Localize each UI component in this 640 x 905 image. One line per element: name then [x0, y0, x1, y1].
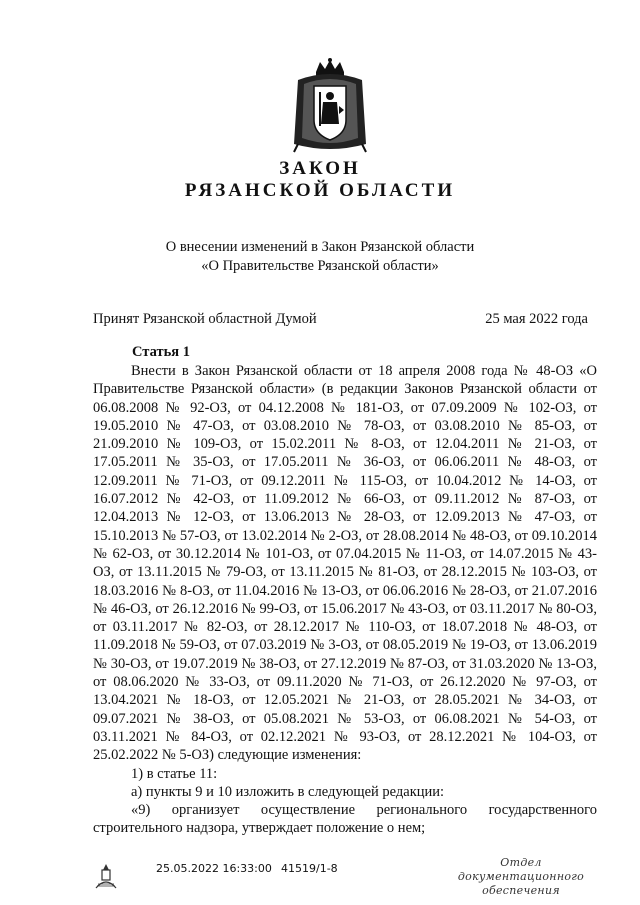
ryazan-coat-of-arms-icon: [290, 58, 370, 156]
article-paragraph: а) пункты 9 и 10 изложить в следующей редакции:: [131, 783, 445, 800]
subtitle-line-1: О внесении изменений в Закон Рязанской области: [165, 239, 475, 255]
law-region-title: РЯЗАНСКОЙ ОБЛАСТИ: [184, 180, 456, 201]
law-title: ЗАКОН: [279, 158, 361, 179]
footer-timestamp: 25.05.2022 16:33:00: [156, 862, 272, 875]
adopted-by: Принят Рязанской областной Думой: [93, 311, 317, 327]
duma-logo-icon: [93, 862, 119, 890]
law-subtitle: [0, 238, 640, 276]
footer-doc-code: 41519/1-8: [281, 862, 338, 875]
article-body: [93, 362, 597, 838]
department-stamp: [446, 856, 596, 898]
adopted-date: 25 мая 2022 года: [485, 311, 588, 327]
article-paragraph: «9) организует осуществление регионального государственного строительного надзора, утверждает положение о нем;: [93, 802, 597, 837]
article-paragraph: 1) в статье 11:: [131, 765, 218, 782]
stamp-line-2: обеспечения: [482, 884, 560, 897]
article-title: Статья 1: [132, 344, 190, 360]
stamp-line-1: Отдел документационного: [457, 856, 585, 883]
subtitle-line-2: «О Правительстве Рязанской области»: [201, 258, 439, 274]
article-paragraph: Внести в Закон Рязанской области от 18 апреля 2008 года № 48-ОЗ «О Правительстве Рязанской области» (в редакции Законов Рязанской области от 06.08.2008 № 92-ОЗ, от 04.12.2008 № 181-ОЗ, от 07.09.2009 № 102-ОЗ, от 19.05.2010 № 47-ОЗ, от 03.08.2010 № 78-ОЗ, от 03.08.2010 № 85-ОЗ, от 21.09.2010 № 109-ОЗ, от 15.02.2011 № 8-ОЗ, от 12.04.2011 № 21-ОЗ, от 17.05.2011 № 35-ОЗ, от 17.05.2011 № 36-ОЗ, от 06.06.2011 № 48-ОЗ, от 12.09.2011 № 71-ОЗ, от 09.12.2011 № 115-ОЗ, от 10.04.2012 № 14-ОЗ, от 16.07.2012 № 42-ОЗ, от 11.09.2012 № 66-ОЗ, от 09.11.2012 № 87-ОЗ, от 12.04.2013 № 12-ОЗ, от 13.06.2013 № 28-ОЗ, от 12.09.2013 № 47-ОЗ, от 15.10.2013 № 57-ОЗ, от 13.02.2014 № 2-ОЗ, от 28.08.2014 № 48-ОЗ, от 09.10.2014 № 62-ОЗ, от 30.12.2014 № 101-ОЗ, от 07.04.2015 № 11-ОЗ, от 14.07.2015 № 43-ОЗ, от 13.11.2015 № 79-ОЗ, от 13.11.2015 № 81-ОЗ, от 28.12.2015 № 103-ОЗ, от 18.03.2016 № 8-ОЗ, от 11.04.2016 № 13-ОЗ, от 06.06.2016 № 28-ОЗ, от 21.07.2016 № 46-ОЗ, от 26.12.2016 № 99-ОЗ, от 15.06.2017 № 43-ОЗ, от 03.11.2017 № 80-ОЗ, от 03.11.2017 № 82-ОЗ, от 28.12.2017 № 110-ОЗ, от 18.07.2018 № 48-ОЗ, от 11.09.2018 № 59-ОЗ, от 07.03.2019 № 3-ОЗ, от 08.05.2019 № 19-ОЗ, от 13.06.2019 № 30-ОЗ, от 19.07.2019 № 38-ОЗ, от 27.12.2019 № 87-ОЗ, от 31.03.2020 № 13-ОЗ, от 08.06.2020 № 33-ОЗ, от 09.11.2020 № 71-ОЗ, от 26.12.2020 № 97-ОЗ, от 13.04.2021 № 18-ОЗ, от 12.05.2021 № 21-ОЗ, от 28.05.2021 № 34-ОЗ, от 09.07.2021 № 38-ОЗ, от 05.08.2021 № 53-ОЗ, от 06.08.2021 № 54-ОЗ, от 03.11.2021 № 84-ОЗ, от 02.12.2021 № 93-ОЗ, от 28.12.2021 № 104-ОЗ, от 25.02.2022 № 5-ОЗ) следующие изменения:: [93, 363, 597, 764]
